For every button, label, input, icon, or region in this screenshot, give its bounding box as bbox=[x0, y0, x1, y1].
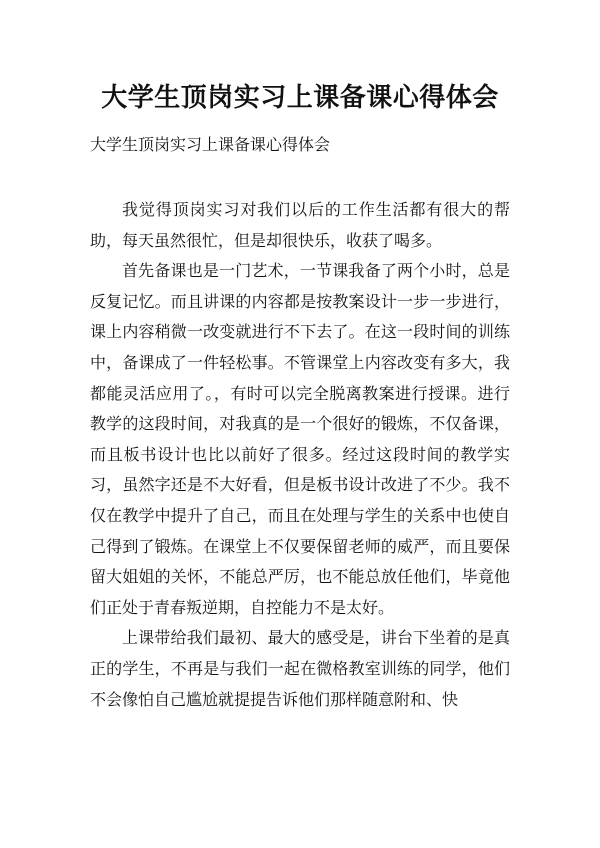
paragraph-2: 首先备课也是一门艺术，一节课我备了两个小时，总是反复记忆。而且讲课的内容都是按教案设计一步一步进行，课上内容稍微一改变就进行不下去了。在这一段时间的训练中，备课成了一件轻松事。不管课堂上内容改变有多大，我都能灵活应用了。，有时可以完全脱离教案进行授课。进行教学的这段时间，对我真的是一个很好的锻炼，不仅备课，而且板书设计也比以前好了很多。经过这段时间的教学实习，虽然字还是不大好看，但是板书设计改进了不少。我不仅在教学中提升了自己，而且在处理与学生的关系中也使自己得到了锻炼。在课堂上不仅要保留老师的威严，而且要保留大姐姐的关怀，不能总严厉，也不能总放任他们，毕竟他们正处于青春叛逆期，自控能力不是太好。 bbox=[90, 261, 510, 617]
document-body bbox=[90, 195, 510, 715]
document-subtitle: 大学生顶岗实习上课备课心得体会 bbox=[90, 135, 331, 154]
paragraph-1: 我觉得顶岗实习对我们以后的工作生活都有很大的帮助，每天虽然很忙，但是却很快乐，收获了喝多。 bbox=[90, 200, 510, 250]
paragraph-3: 上课带给我们最初、最大的感受是，讲台下坐着的是真正的学生，不再是与我们一起在微格教室训练的同学，他们不会像怕自己尴尬就提提告诉他们那样随意附和、快 bbox=[90, 628, 510, 709]
document-title: 大学生顶岗实习上课备课心得体会 bbox=[101, 83, 499, 113]
